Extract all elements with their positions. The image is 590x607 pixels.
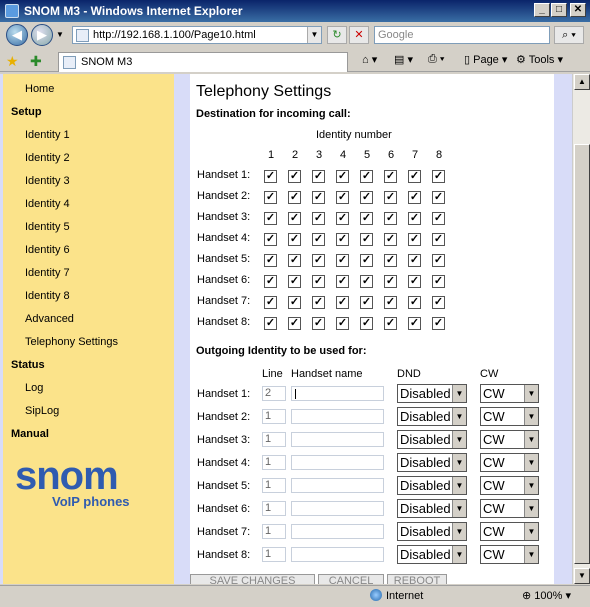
identity-checkbox[interactable]: ✓ <box>361 317 372 329</box>
identity-checkbox[interactable]: ✓ <box>289 317 300 329</box>
outgoing-handset-label: Handset 8: <box>197 549 251 561</box>
outgoing-handset-label: Handset 6: <box>197 503 251 515</box>
cw-select[interactable] <box>480 522 539 541</box>
sidebar-item-home[interactable]: Home <box>25 83 55 95</box>
dropdown-arrow-icon[interactable]: ▼ <box>524 385 538 402</box>
address-bar[interactable] <box>72 26 322 44</box>
logo-word: snom <box>15 454 118 498</box>
column-header-dnd: DND <box>397 368 421 380</box>
reboot-button[interactable]: REBOOT <box>387 574 447 584</box>
globe-icon <box>370 589 382 601</box>
minimize-button[interactable]: _ <box>534 3 550 17</box>
sidebar-item-identity-7[interactable]: Identity 7 <box>25 267 70 279</box>
line-input[interactable]: 1 <box>262 524 286 539</box>
identity-checkbox[interactable]: ✓ <box>289 233 300 245</box>
logo-tagline: VoIP phones <box>52 494 130 509</box>
sidebar <box>3 74 174 584</box>
identity-checkbox[interactable]: ✓ <box>289 170 300 182</box>
sidebar-item-identity-8[interactable]: Identity 8 <box>25 290 70 302</box>
identity-checkbox[interactable]: ✓ <box>361 212 372 224</box>
incoming-handset-label: Handset 1: <box>197 169 251 181</box>
dropdown-arrow-icon[interactable]: ▼ <box>452 385 466 402</box>
dnd-value: Disabled <box>400 501 451 516</box>
incoming-handset-label: Handset 4: <box>197 232 251 244</box>
page-menu-label: Page <box>473 54 499 66</box>
text-cursor <box>295 389 296 399</box>
incoming-heading: Destination for incoming call: <box>196 108 351 120</box>
dnd-value: Disabled <box>400 409 451 424</box>
identity-checkbox[interactable]: ✓ <box>409 317 420 329</box>
cw-select[interactable] <box>480 545 539 564</box>
identity-checkbox[interactable]: ✓ <box>409 212 420 224</box>
outgoing-handset-label: Handset 5: <box>197 480 251 492</box>
tab-snom-m3[interactable] <box>58 52 348 72</box>
dnd-value: Disabled <box>400 524 451 539</box>
identity-checkbox[interactable]: ✓ <box>337 317 348 329</box>
identity-column-header: 8 <box>435 149 443 161</box>
handset-name-input[interactable] <box>291 524 384 539</box>
identity-checkbox[interactable]: ✓ <box>385 254 396 266</box>
incoming-handset-label: Handset 7: <box>197 295 251 307</box>
scroll-down-icon[interactable]: ▼ <box>574 568 590 584</box>
cw-value: CW <box>483 386 505 401</box>
dnd-select[interactable] <box>397 522 467 541</box>
identity-checkbox[interactable]: ✓ <box>289 296 300 308</box>
zone-label: Internet <box>386 590 424 602</box>
outgoing-handset-label: Handset 7: <box>197 526 251 538</box>
identity-checkbox[interactable]: ✓ <box>385 233 396 245</box>
identity-checkbox[interactable]: ✓ <box>433 275 444 287</box>
address-url: http://192.168.1.100/Page10.html <box>93 29 256 41</box>
dnd-select[interactable] <box>397 453 467 472</box>
identity-checkbox[interactable]: ✓ <box>433 233 444 245</box>
dnd-select[interactable] <box>397 499 467 518</box>
sidebar-item-identity-3[interactable]: Identity 3 <box>25 175 70 187</box>
page-viewport <box>0 74 572 584</box>
identity-checkbox[interactable]: ✓ <box>385 275 396 287</box>
dnd-select[interactable] <box>397 384 467 403</box>
scroll-up-icon[interactable]: ▲ <box>574 74 590 90</box>
identity-checkbox[interactable]: ✓ <box>361 254 372 266</box>
cw-value: CW <box>483 547 505 562</box>
favorites-star-icon[interactable]: ★ <box>6 53 19 69</box>
cw-value: CW <box>483 432 505 447</box>
dropdown-arrow-icon[interactable]: ▼ <box>524 408 538 425</box>
dnd-value: Disabled <box>400 432 451 447</box>
back-icon[interactable]: ◀ <box>6 24 28 46</box>
identity-column-header: 6 <box>387 149 395 161</box>
identity-checkbox[interactable]: ✓ <box>385 212 396 224</box>
dropdown-arrow-icon[interactable]: ▼ <box>452 408 466 425</box>
outgoing-handset-label: Handset 3: <box>197 434 251 446</box>
dnd-select[interactable] <box>397 407 467 426</box>
identity-column-header: 7 <box>411 149 419 161</box>
dropdown-arrow-icon[interactable]: ▼ <box>524 477 538 494</box>
maximize-button[interactable]: □ <box>551 3 567 17</box>
home-icon[interactable]: ⌂ ▾ <box>362 54 378 66</box>
identity-column-header: 5 <box>363 149 371 161</box>
dnd-value: Disabled <box>400 386 451 401</box>
identity-checkbox[interactable]: ✓ <box>409 191 420 203</box>
page-favicon-icon <box>76 29 89 42</box>
snom-logo <box>15 456 165 511</box>
identity-checkbox[interactable]: ✓ <box>313 191 324 203</box>
line-input[interactable]: 1 <box>262 547 286 562</box>
identity-checkbox[interactable]: ✓ <box>409 254 420 266</box>
search-icon[interactable]: ⌕ ▾ <box>554 26 584 44</box>
identity-checkbox[interactable]: ✓ <box>313 254 324 266</box>
column-header-line: Line <box>262 368 283 380</box>
identity-checkbox[interactable]: ✓ <box>265 191 276 203</box>
sidebar-item-advanced[interactable]: Advanced <box>25 313 74 325</box>
identity-checkbox[interactable]: ✓ <box>409 233 420 245</box>
dropdown-arrow-icon[interactable]: ▼ <box>452 523 466 540</box>
identity-checkbox[interactable]: ✓ <box>313 233 324 245</box>
identity-column-header: 3 <box>315 149 323 161</box>
identity-checkbox[interactable]: ✓ <box>385 296 396 308</box>
cancel-button[interactable]: CANCEL <box>318 574 384 584</box>
identity-checkbox[interactable]: ✓ <box>385 191 396 203</box>
page-title: Telephony Settings <box>196 83 332 100</box>
sidebar-item-identity-6[interactable]: Identity 6 <box>25 244 70 256</box>
identity-number-label: Identity number <box>316 129 392 141</box>
identity-checkbox[interactable]: ✓ <box>289 212 300 224</box>
title-bar <box>0 0 590 22</box>
handset-name-input[interactable] <box>291 501 384 516</box>
dropdown-arrow-icon[interactable]: ▼ <box>524 431 538 448</box>
zoom-control[interactable]: ⊕ 100% ▾ <box>522 590 571 602</box>
identity-checkbox[interactable]: ✓ <box>361 296 372 308</box>
sidebar-heading-status: Status <box>11 359 45 371</box>
line-input[interactable]: 1 <box>262 501 286 516</box>
identity-checkbox[interactable]: ✓ <box>433 191 444 203</box>
dnd-value: Disabled <box>400 455 451 470</box>
page-menu[interactable]: ▯ Page ▾ <box>464 54 508 66</box>
identity-checkbox[interactable]: ✓ <box>265 170 276 182</box>
sidebar-item-identity-4[interactable]: Identity 4 <box>25 198 70 210</box>
identity-checkbox[interactable]: ✓ <box>361 275 372 287</box>
sidebar-item-identity-2[interactable]: Identity 2 <box>25 152 70 164</box>
dnd-select[interactable] <box>397 476 467 495</box>
line-input[interactable]: 1 <box>262 409 286 424</box>
identity-checkbox[interactable]: ✓ <box>289 191 300 203</box>
address-dropdown-icon[interactable]: ▼ <box>307 27 321 43</box>
dnd-value: Disabled <box>400 478 451 493</box>
outgoing-handset-label: Handset 2: <box>197 411 251 423</box>
tools-menu-label: Tools <box>528 54 555 66</box>
sidebar-item-siplog[interactable]: SipLog <box>25 405 60 417</box>
security-zone <box>370 589 423 602</box>
dropdown-arrow-icon[interactable]: ▼ <box>452 546 466 563</box>
dropdown-arrow-icon[interactable]: ▼ <box>524 454 538 471</box>
line-input[interactable]: 1 <box>262 478 286 493</box>
tab-label: SNOM M3 <box>81 56 133 68</box>
refresh-icon[interactable]: ↻ <box>327 26 347 44</box>
sidebar-item-telephony-settings[interactable]: Telephony Settings <box>25 336 118 348</box>
identity-column-header: 1 <box>267 149 275 161</box>
dnd-select[interactable] <box>397 545 467 564</box>
line-input[interactable]: 1 <box>262 455 286 470</box>
identity-checkbox[interactable]: ✓ <box>313 296 324 308</box>
cw-select[interactable] <box>480 453 539 472</box>
status-bar <box>0 585 590 607</box>
identity-checkbox[interactable]: ✓ <box>433 170 444 182</box>
zoom-level: 100% <box>534 590 563 602</box>
identity-checkbox[interactable]: ✓ <box>361 191 372 203</box>
vertical-scrollbar[interactable] <box>572 74 590 584</box>
sidebar-item-identity-5[interactable]: Identity 5 <box>25 221 70 233</box>
ie-icon <box>5 4 19 18</box>
save-changes-button[interactable]: SAVE CHANGES <box>190 574 315 584</box>
sidebar-heading-setup: Setup <box>11 106 42 118</box>
print-icon[interactable]: ⎙ ▾ <box>428 53 445 65</box>
identity-checkbox[interactable]: ✓ <box>337 296 348 308</box>
identity-column-header: 2 <box>291 149 299 161</box>
cw-select[interactable] <box>480 476 539 495</box>
command-bar <box>0 50 590 72</box>
navigation-bar <box>0 22 590 48</box>
identity-checkbox[interactable]: ✓ <box>433 317 444 329</box>
identity-checkbox[interactable]: ✓ <box>433 296 444 308</box>
stop-icon[interactable]: ✕ <box>349 26 369 44</box>
identity-checkbox[interactable]: ✓ <box>433 254 444 266</box>
handset-name-input[interactable] <box>291 409 384 424</box>
handset-name-input[interactable] <box>291 547 384 562</box>
identity-checkbox[interactable]: ✓ <box>409 170 420 182</box>
identity-checkbox[interactable]: ✓ <box>337 191 348 203</box>
identity-checkbox[interactable]: ✓ <box>337 233 348 245</box>
dnd-value: Disabled <box>400 547 451 562</box>
outgoing-handset-label: Handset 1: <box>197 388 251 400</box>
identity-checkbox[interactable]: ✓ <box>265 275 276 287</box>
identity-checkbox[interactable]: ✓ <box>361 170 372 182</box>
identity-column-header: 4 <box>339 149 347 161</box>
incoming-handset-label: Handset 2: <box>197 190 251 202</box>
tools-menu[interactable]: ⚙ Tools ▾ <box>516 54 563 66</box>
dropdown-arrow-icon[interactable]: ▼ <box>452 477 466 494</box>
identity-checkbox[interactable]: ✓ <box>265 296 276 308</box>
dropdown-arrow-icon[interactable]: ▼ <box>452 454 466 471</box>
identity-checkbox[interactable]: ✓ <box>313 317 324 329</box>
history-dropdown-icon[interactable]: ▼ <box>56 30 64 39</box>
close-button[interactable]: ✕ <box>570 3 586 17</box>
main-content <box>190 74 554 584</box>
sidebar-item-log[interactable]: Log <box>25 382 44 394</box>
identity-checkbox[interactable]: ✓ <box>433 212 444 224</box>
cw-value: CW <box>483 409 505 424</box>
identity-checkbox[interactable]: ✓ <box>289 275 300 287</box>
cw-select[interactable] <box>480 384 539 403</box>
identity-checkbox[interactable]: ✓ <box>337 254 348 266</box>
cw-value: CW <box>483 524 505 539</box>
dropdown-arrow-icon[interactable]: ▼ <box>452 431 466 448</box>
handset-name-input[interactable] <box>291 478 384 493</box>
identity-checkbox[interactable]: ✓ <box>337 275 348 287</box>
cw-select[interactable] <box>480 407 539 426</box>
identity-checkbox[interactable]: ✓ <box>361 233 372 245</box>
dropdown-arrow-icon[interactable]: ▼ <box>524 546 538 563</box>
identity-checkbox[interactable]: ✓ <box>313 170 324 182</box>
incoming-handset-label: Handset 6: <box>197 274 251 286</box>
dnd-select[interactable] <box>397 430 467 449</box>
identity-checkbox[interactable]: ✓ <box>385 317 396 329</box>
incoming-handset-label: Handset 3: <box>197 211 251 223</box>
outgoing-heading: Outgoing Identity to be used for: <box>196 345 367 357</box>
cw-select[interactable] <box>480 499 539 518</box>
incoming-handset-label: Handset 8: <box>197 316 251 328</box>
search-input[interactable] <box>374 26 550 44</box>
handset-name-input[interactable] <box>291 455 384 470</box>
identity-checkbox[interactable]: ✓ <box>409 275 420 287</box>
add-favorites-icon[interactable]: ✚ <box>30 53 42 69</box>
forward-icon[interactable]: ▶ <box>31 24 53 46</box>
identity-checkbox[interactable]: ✓ <box>265 317 276 329</box>
identity-checkbox[interactable]: ✓ <box>265 212 276 224</box>
dropdown-arrow-icon[interactable]: ▼ <box>452 500 466 517</box>
identity-checkbox[interactable]: ✓ <box>337 170 348 182</box>
window-title: SNOM M3 - Windows Internet Explorer <box>24 4 243 18</box>
identity-checkbox[interactable]: ✓ <box>385 170 396 182</box>
cw-value: CW <box>483 501 505 516</box>
identity-checkbox[interactable]: ✓ <box>265 254 276 266</box>
handset-name-input[interactable] <box>291 386 384 401</box>
line-input[interactable]: 1 <box>262 432 286 447</box>
search-placeholder: Google <box>378 29 414 41</box>
scroll-thumb[interactable] <box>574 144 590 564</box>
column-header-handset-name: Handset name <box>291 368 363 380</box>
handset-name-input[interactable] <box>291 432 384 447</box>
tab-favicon-icon <box>63 56 76 69</box>
outgoing-handset-label: Handset 4: <box>197 457 251 469</box>
column-header-cw: CW <box>480 368 499 380</box>
sidebar-item-identity-1[interactable]: Identity 1 <box>25 129 70 141</box>
line-input[interactable]: 2 <box>262 386 286 401</box>
identity-checkbox[interactable]: ✓ <box>289 254 300 266</box>
identity-checkbox[interactable]: ✓ <box>409 296 420 308</box>
sidebar-heading-manual[interactable]: Manual <box>11 428 49 440</box>
identity-checkbox[interactable]: ✓ <box>337 212 348 224</box>
identity-checkbox[interactable]: ✓ <box>313 212 324 224</box>
feeds-icon[interactable]: ▤ ▾ <box>394 54 413 66</box>
cw-value: CW <box>483 455 505 470</box>
identity-checkbox[interactable]: ✓ <box>265 233 276 245</box>
cw-value: CW <box>483 478 505 493</box>
dropdown-arrow-icon[interactable]: ▼ <box>524 500 538 517</box>
cw-select[interactable] <box>480 430 539 449</box>
incoming-handset-label: Handset 5: <box>197 253 251 265</box>
dropdown-arrow-icon[interactable]: ▼ <box>524 523 538 540</box>
identity-checkbox[interactable]: ✓ <box>313 275 324 287</box>
